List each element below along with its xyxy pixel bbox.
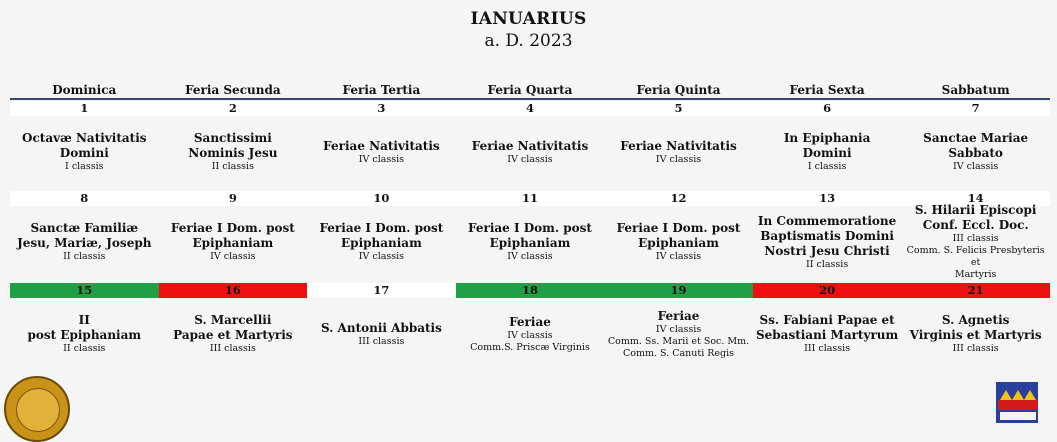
feast-name-line: Domini	[802, 146, 852, 160]
week-3-date-row	[10, 283, 1050, 298]
feast-name-line: Baptismatis Domini	[760, 228, 894, 243]
feast-name-line: In Commemoratione	[757, 213, 897, 228]
day-number: 6	[753, 101, 902, 116]
feast-name-line: Feriae I Dom. post	[468, 221, 592, 235]
day-number: 11	[456, 191, 605, 206]
liturgical-class: II classis	[805, 258, 849, 270]
liturgical-class: IV classis	[655, 251, 702, 262]
day-cell	[604, 207, 753, 277]
feast-name-line: Ss. Fabiani Papae et	[759, 313, 895, 327]
commemoration-line: Comm. Ss. Marii et Soc. Mm.	[607, 335, 750, 347]
day-number: 1	[10, 101, 159, 116]
liturgical-class: IV classis	[507, 153, 553, 165]
liturgical-class: IV classis	[655, 323, 702, 335]
year-label: a. D. 2023	[484, 31, 573, 51]
liturgical-class: IV classis	[952, 161, 999, 172]
day-cell	[159, 117, 308, 187]
header-divider	[10, 98, 1050, 100]
week-1-date-row	[10, 101, 1050, 116]
day-number: 2	[159, 101, 308, 116]
feast-name-line: Feriae I Dom. post	[170, 221, 295, 235]
day-number: 21	[901, 283, 1050, 298]
day-cell	[159, 299, 308, 369]
weekday-friday: Feria Sexta	[789, 83, 865, 97]
feast-name-line: Sanctae Mariae Sabbato	[923, 131, 1029, 160]
day-number: 18	[456, 283, 605, 298]
day-cell	[753, 299, 902, 369]
liturgical-class: IV classis	[507, 329, 553, 341]
calendar-title	[0, 8, 1057, 52]
feast-name-line: Virginis et Martyris	[909, 328, 1042, 342]
feast-name-line: Papae et Martyris	[173, 328, 293, 342]
day-cell	[753, 207, 902, 277]
weekday-header-row	[10, 82, 1050, 98]
feast-name-line: Feriae I Dom. post	[616, 221, 741, 235]
feast-name-line: Sanctissimi	[193, 131, 272, 145]
day-cell	[753, 117, 902, 187]
feast-name-line: S. Marcellii	[194, 313, 272, 327]
feast-name-line: Feriae	[657, 308, 700, 323]
day-cell	[456, 117, 605, 187]
day-cell	[10, 299, 159, 369]
commemoration-line: Comm.S. Priscæ Virginis	[470, 341, 590, 353]
feast-name-line: Feriae Nativitatis	[620, 138, 737, 153]
liturgical-class: III classis	[358, 335, 405, 347]
day-number: 15	[10, 283, 159, 298]
feast-name-line: Jesu, Mariæ, Joseph	[17, 236, 152, 250]
feast-name-line: S. Hilarii Episcopi	[914, 203, 1037, 217]
feast-name-line: Nominis Jesu	[188, 146, 278, 160]
month-title: IANUARIUS	[470, 9, 587, 29]
week-1-feast-row	[10, 117, 1050, 187]
liturgical-class: I classis	[65, 161, 104, 172]
day-cell	[159, 207, 308, 277]
liturgical-class: IV classis	[358, 153, 405, 165]
liturgical-class: III classis	[209, 343, 256, 354]
liturgical-class: III classis	[952, 233, 999, 244]
weekday-saturday: Sabbatum	[941, 83, 1010, 97]
day-number: 17	[307, 283, 456, 298]
feast-name-line: post Epiphaniam	[27, 328, 142, 342]
weekday-tuesday: Feria Tertia	[342, 83, 421, 97]
day-number: 8	[10, 191, 159, 206]
day-cell	[307, 299, 456, 369]
liturgical-class: I classis	[807, 161, 847, 172]
week-2-feast-row	[10, 203, 1050, 280]
weekday-thursday: Feria Quinta	[636, 83, 721, 97]
liturgical-class: IV classis	[507, 251, 553, 262]
feast-name-line: Sanctæ Familiæ	[30, 221, 139, 235]
week-2-date-row	[10, 191, 1050, 206]
day-number: 10	[307, 191, 456, 206]
feast-name-line: Epiphaniam	[341, 236, 422, 250]
liturgical-class: III classis	[804, 343, 851, 354]
day-cell	[456, 299, 605, 369]
feast-name-line: Nostri Jesu Christi	[764, 243, 890, 258]
weekday-wednesday: Feria Quarta	[487, 83, 573, 97]
feast-name-line: Feriae Nativitatis	[471, 138, 589, 153]
liturgical-class: II classis	[63, 343, 106, 354]
feast-name-line: Feriae I Dom. post	[319, 221, 444, 235]
seal-inner-emblem	[16, 388, 60, 432]
liturgical-class: II classis	[63, 251, 106, 262]
liturgical-class: IV classis	[358, 251, 405, 262]
arms-red-band	[998, 400, 1038, 410]
feast-name-line: Octavæ Nativitatis	[22, 131, 147, 145]
feast-name-line: In Epiphania	[783, 131, 871, 145]
day-cell	[307, 207, 456, 277]
day-number: 20	[753, 283, 902, 298]
liturgical-class: III classis	[952, 343, 999, 354]
liturgical-class: II classis	[211, 161, 254, 172]
day-cell	[456, 207, 605, 277]
day-number: 3	[307, 101, 456, 116]
liturgical-class: IV classis	[210, 251, 256, 262]
day-cell	[604, 117, 753, 187]
feast-name-line: II	[78, 313, 90, 327]
day-number: 14	[901, 191, 1050, 206]
feast-name-line: Domini	[59, 146, 109, 160]
feast-name-line: Conf. Eccl. Doc.	[922, 218, 1029, 232]
week-3-feast-row	[10, 299, 1050, 369]
day-cell	[10, 117, 159, 187]
feast-name-line: Sebastiani Martyrum	[755, 328, 899, 342]
feast-name-line: Epiphaniam	[638, 236, 719, 250]
day-cell	[604, 299, 753, 369]
day-cell	[901, 203, 1050, 280]
day-number: 9	[159, 191, 308, 206]
feast-name-line: Feriae	[509, 314, 551, 329]
day-number: 5	[604, 101, 753, 116]
arms-crown-shape	[1000, 390, 1036, 400]
day-number: 4	[456, 101, 605, 116]
day-number: 19	[604, 283, 753, 298]
day-number: 7	[901, 101, 1050, 116]
weekday-sunday: Dominica	[52, 83, 117, 97]
feast-name-line: S. Agnetis	[941, 313, 1010, 327]
day-number: 16	[159, 283, 308, 298]
day-cell	[10, 207, 159, 277]
una-voce-seal-logo	[4, 376, 70, 442]
day-cell	[901, 117, 1050, 187]
feast-name-line: Epiphaniam	[489, 236, 571, 250]
commemoration-line: Martyris	[954, 269, 997, 280]
coat-of-arms-logo	[984, 380, 1040, 423]
commemoration-line: Comm. S. Felicis Presbyteris et	[906, 245, 1045, 268]
day-cell	[307, 117, 456, 187]
liturgical-class: IV classis	[655, 153, 702, 165]
commemoration-line: Comm. S. Canuti Regis	[622, 347, 735, 359]
feast-name-line: S. Antonii Abbatis	[320, 320, 442, 335]
arms-side-band	[986, 382, 996, 423]
arms-wall	[1000, 412, 1036, 420]
day-number: 12	[604, 191, 753, 206]
feast-name-line: Epiphaniam	[192, 236, 274, 250]
day-cell	[901, 299, 1050, 369]
weekday-monday: Feria Secunda	[185, 83, 281, 97]
day-number: 13	[753, 191, 902, 206]
feast-name-line: Feriae Nativitatis	[323, 138, 440, 153]
